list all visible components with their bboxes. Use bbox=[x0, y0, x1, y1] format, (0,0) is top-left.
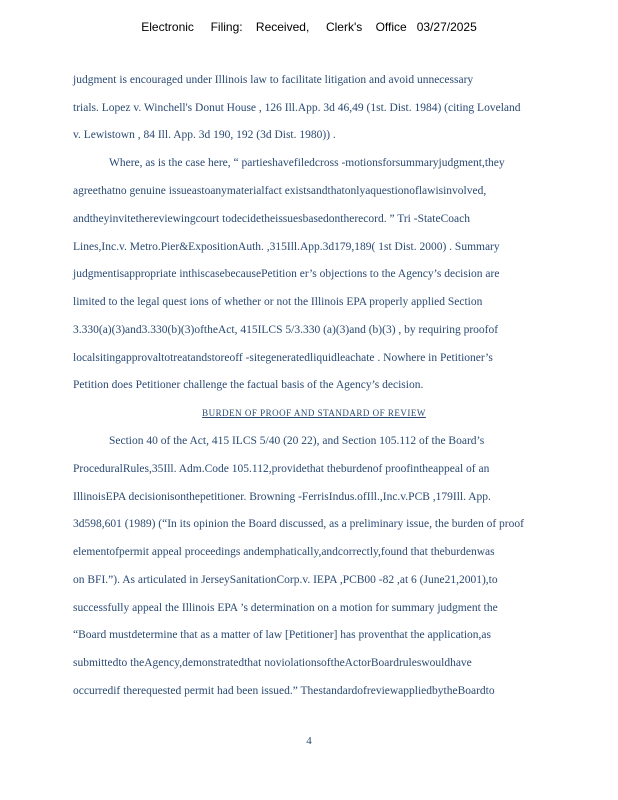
filing-stamp-header: Electronic Filing: Received, Clerk's Office 03/27/2025 bbox=[141, 20, 477, 34]
body-line: occurredif therequested permit had been issued.” ThestandardofreviewappliedbytheBoardto bbox=[73, 685, 495, 697]
body-line: elementofpermit appeal proceedings andemphatically,andcorrectly,found that theburdenwas bbox=[73, 546, 495, 558]
body-line: 3d598,601 (1989) (“In its opinion the Board discussed, as a preliminary issue, the burden of proof bbox=[73, 518, 524, 530]
body-line: on BFI.”). As articulated in JerseySanitationCorp.v. IEPA ,PCB00 -82 ,at 6 (June21,2001),to bbox=[73, 574, 498, 586]
section-heading: BURDEN OF PROOF AND STANDARD OF REVIEW bbox=[202, 408, 426, 418]
body-line: Petition does Petitioner challenge the factual basis of the Agency’s decision. bbox=[73, 379, 424, 391]
body-line: judgment is encouraged under Illinois law to facilitate litigation and avoid unnecessary bbox=[73, 74, 474, 86]
body-line: successfully appeal the Illinois EPA ’s determination on a motion for summary judgment the bbox=[73, 602, 498, 614]
body-line: IllinoisEPA decisionisonthepetitioner. Browning -FerrisIndus.ofIll.,Inc.v.PCB ,179Ill. App. bbox=[73, 491, 491, 503]
body-line: trials. Lopez v. Winchell's Donut House , 126 Ill.App. 3d 46,49 (1st. Dist. 1984) (citing Loveland bbox=[73, 102, 521, 114]
body-line: Section 40 of the Act, 415 ILCS 5/40 (20 22), and Section 105.112 of the Board’s bbox=[109, 435, 485, 447]
body-line: 3.330(a)(3)and3.330(b)(3)oftheAct, 415ILCS 5/3.330 (a)(3)and (b)(3) , by requiring proofof bbox=[73, 324, 499, 336]
body-line: submittedto theAgency,demonstratedthat noviolationsoftheActorBoardruleswouldhave bbox=[73, 657, 472, 669]
body-line: andtheyinvitethereviewingcourt todecidetheissuesbasedontherecord. ” Tri -StateCoach bbox=[73, 213, 470, 225]
body-line: ProceduralRules,35Ill. Adm.Code 105.112,providethat theburdenof proofintheappeal of an bbox=[73, 463, 490, 475]
body-line: “Board mustdetermine that as a matter of law [Petitioner] has proventhat the application,as bbox=[73, 629, 492, 641]
body-line: Lines,Inc.v. Metro.Pier&ExpositionAuth. ,315Ill.App.3d179,189( 1st Dist. 2000) . Summary bbox=[73, 241, 500, 253]
body-line: v. Lewistown , 84 Ill. App. 3d 190, 192 (3d Dist. 1980)) . bbox=[73, 129, 336, 141]
body-line: Where, as is the case here, “ partieshavefiledcross -motionsforsummaryjudgment,they bbox=[109, 157, 505, 169]
body-line: agreethatno genuine issueastoanymaterialfact existsandthatonlyaquestionoflawisinvolved, bbox=[73, 185, 487, 197]
body-line: judgmentisappropriate inthiscasebecausePetition er’s objections to the Agency’s decision are bbox=[73, 268, 500, 280]
body-line: localsitingapprovaltotreatandstoreoff -sitegeneratedliquidleachate . Nowhere in Petitioner’s bbox=[73, 352, 493, 364]
page-number: 4 bbox=[306, 735, 312, 747]
body-line: limited to the legal quest ions of whether or not the Illinois EPA properly applied Section bbox=[73, 296, 483, 308]
